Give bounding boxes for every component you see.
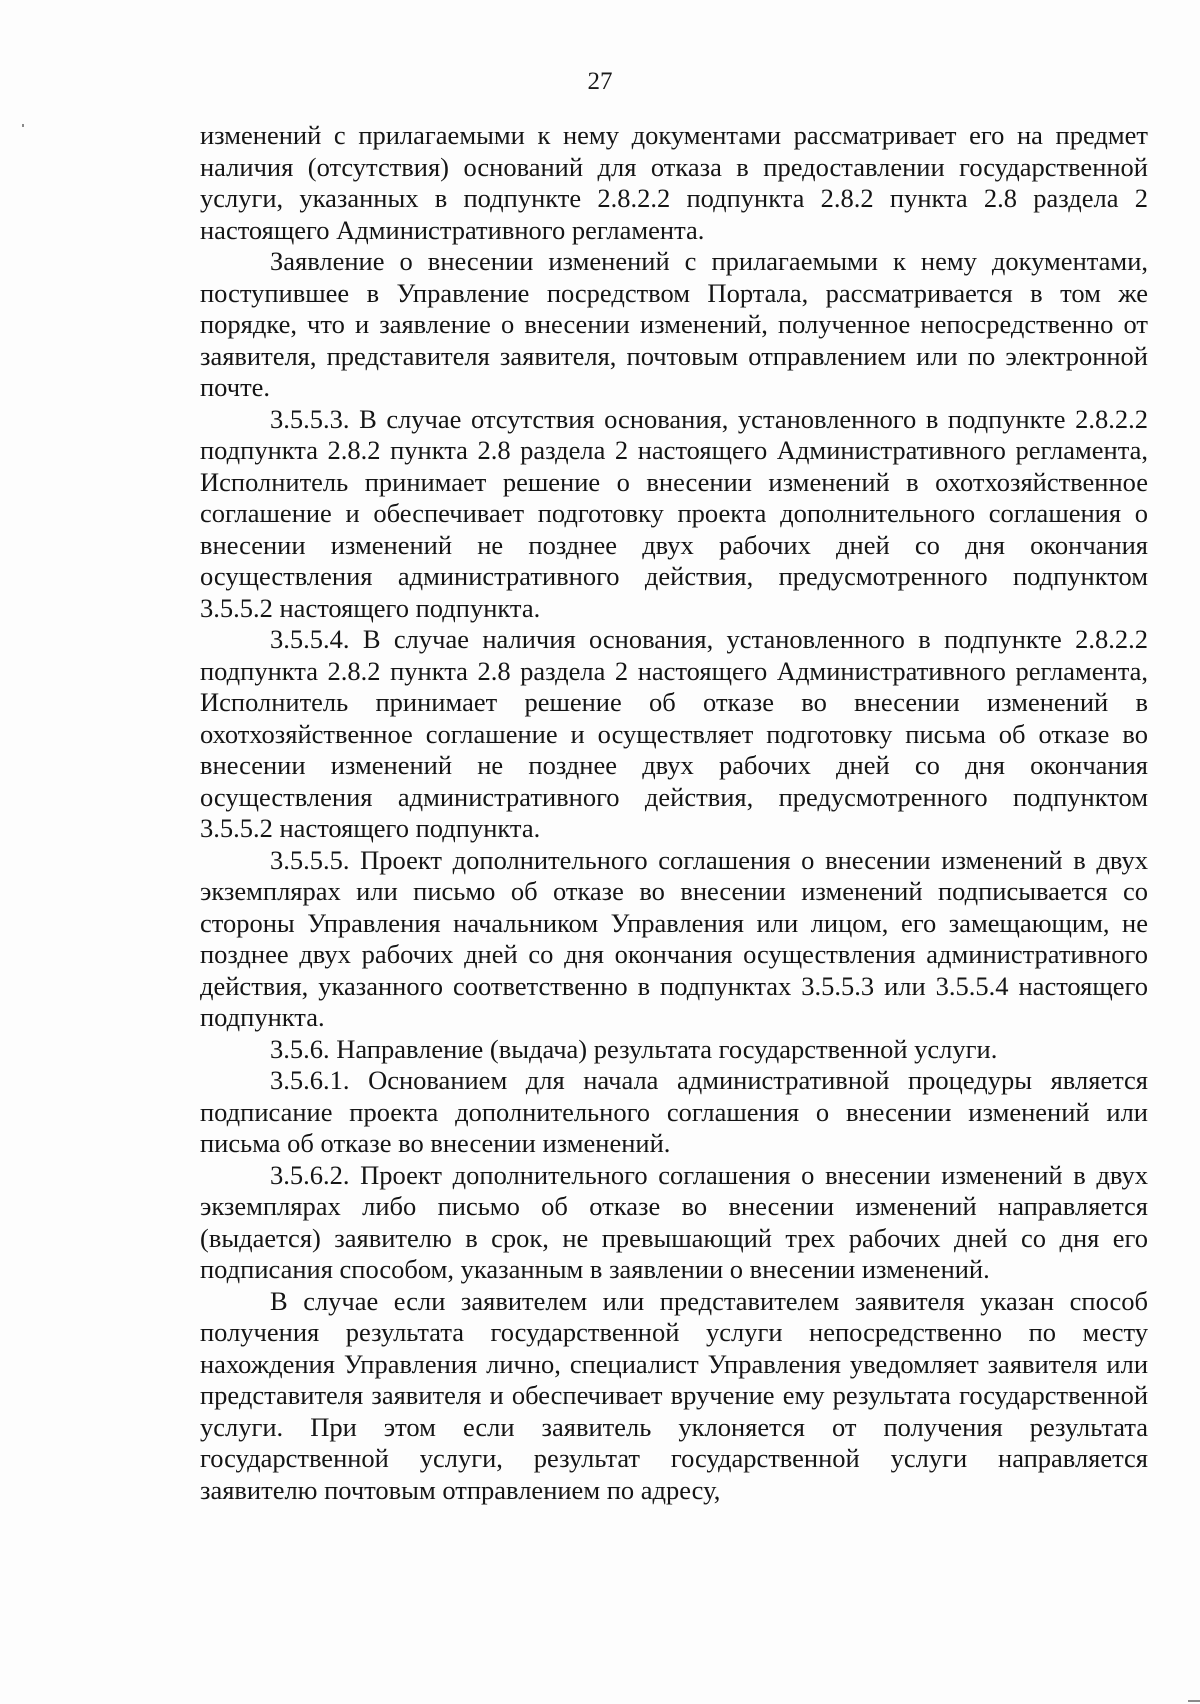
paragraph-continuation: изменений с прилагаемыми к нему документами рассматривает его на предмет наличия (отсутствия) оснований для отказа в предоставлении государственной услуги, указанных в подпункте 2.8.2.2 подпункта 2.8.2 пункта 2.8 раздела 2 настоящего Административного регламента.: [200, 120, 1148, 245]
paragraph-3-5-6-1: 3.5.6.1. Основанием для начала административной процедуры является подписание проекта дополнительного соглашения о внесении изменений или письма об отказе во внесении изменений.: [200, 1065, 1148, 1158]
page-number: 27: [587, 68, 613, 95]
paragraph-3-5-6-2: 3.5.6.2. Проект дополнительного соглашения о внесении изменений в двух экземплярах либо письмо об отказе во внесении изменений направляется (выдается) заявителю в срок, не превышающий трех рабочих дней со дня его подписания способом, указанным в заявлении о внесении изменений.: [200, 1159, 1148, 1284]
paragraph-personal-delivery: В случае если заявителем или представителем заявителя указан способ получения результата государственной услуги непосредственно по месту нахождения Управления лично, специалист Управления уведомляет заявителя или представителя заявителя и обеспечивает вручение ему результата государственной услуги. При этом если заявитель уклоняется от получения результата государственной услуги, результат государственной услуги направляется заявителю почтовым отправлением по адресу,: [200, 1285, 1148, 1505]
paragraph-3-5-5-3: 3.5.5.3. В случае отсутствия основания, установленного в подпункте 2.8.2.2 подпункта 2.8.2 пункта 2.8 раздела 2 настоящего Административного регламента, Исполнитель принимает решение о внесении изменений в охотхозяйственное соглашение и обеспечивает подготовку проекта дополнительного соглашения о внесении изменений не позднее двух рабочих дней со дня окончания осуществления административного действия, предусмотренного подпунктом 3.5.5.2 настоящего подпункта.: [200, 403, 1148, 623]
paragraph-3-5-5-5: 3.5.5.5. Проект дополнительного соглашения о внесении изменений в двух экземплярах или письмо об отказе во внесении изменений подписывается со стороны Управления начальником Управления или лицом, его замещающим, не позднее двух рабочих дней со дня окончания осуществления административного действия, указанного соответственно в подпунктах 3.5.5.3 или 3.5.5.4 настоящего подпункта.: [200, 844, 1148, 1032]
scan-artifact-mark: [1188, 1700, 1200, 1702]
scan-artifact-mark: [22, 124, 24, 127]
document-body: [200, 120, 1148, 1506]
paragraph-3-5-6: 3.5.6. Направление (выдача) результата государственной услуги.: [270, 1033, 998, 1064]
paragraph-application-via-portal: Заявление о внесении изменений с прилагаемыми к нему документами, поступившее в Управление посредством Портала, рассматривается в том же порядке, что и заявление о внесении изменений, полученное непосредственно от заявителя, представителя заявителя, почтовым отправлением или по электронной почте.: [200, 246, 1148, 402]
paragraph-3-5-5-4: 3.5.5.4. В случае наличия основания, установленного в подпункте 2.8.2.2 подпункта 2.8.2 пункта 2.8 раздела 2 настоящего Административного регламента, Исполнитель принимает решение об отказе во внесении изменений в охотхозяйственное соглашение и осуществляет подготовку письма об отказе во внесении изменений не позднее двух рабочих дней со дня окончания осуществления административного действия, предусмотренного подпунктом 3.5.5.2 настоящего подпункта.: [200, 624, 1148, 843]
